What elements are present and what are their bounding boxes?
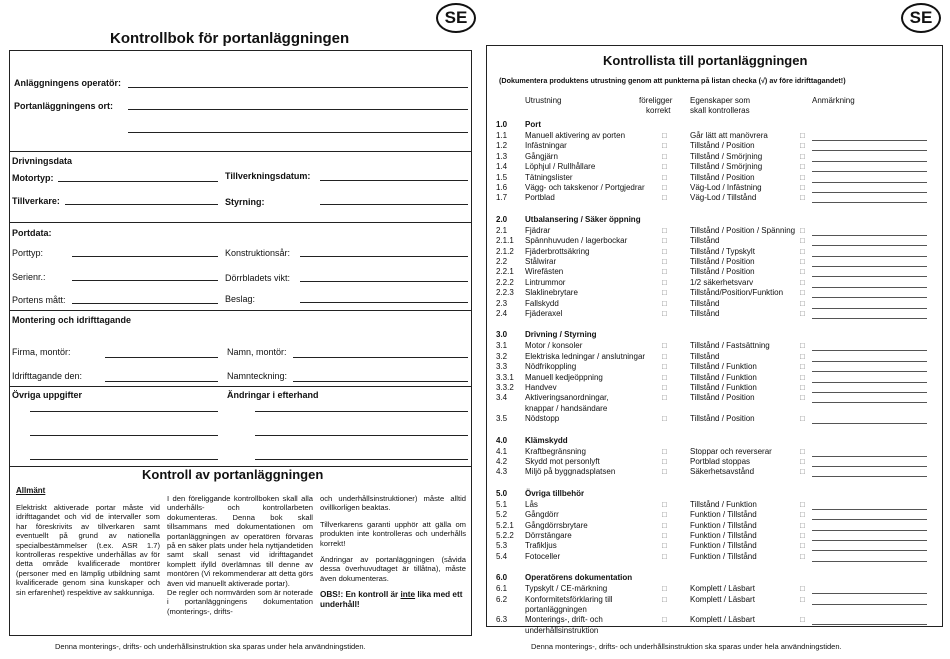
door-weight-label: Dörrbladets vikt: xyxy=(225,273,291,283)
present-checkbox[interactable]: □ xyxy=(662,277,667,287)
item-number: 3.2 xyxy=(496,351,508,361)
present-checkbox[interactable]: □ xyxy=(662,225,667,235)
remark-field[interactable] xyxy=(812,287,927,288)
property-checkbox[interactable]: □ xyxy=(800,551,805,561)
property-checkbox[interactable]: □ xyxy=(800,414,805,424)
drive-heading: Drivningsdata xyxy=(12,156,73,166)
item-number: 1.5 xyxy=(496,172,508,182)
present-checkbox[interactable]: □ xyxy=(662,594,667,604)
item-number: 1.2 xyxy=(496,141,508,151)
section-heading: Klämskydd xyxy=(525,435,568,445)
col-head-props: Egenskaper som xyxy=(690,96,751,105)
present-checkbox[interactable]: □ xyxy=(662,362,667,372)
property-checkbox[interactable]: □ xyxy=(800,298,805,308)
item-label: Monterings-, drift- och xyxy=(525,615,603,625)
item-property: Portblad stoppas xyxy=(690,457,751,466)
item-property: Komplett / Läsbart xyxy=(690,584,755,594)
section-heading: Port xyxy=(525,120,541,129)
divider xyxy=(9,386,472,387)
item-number: 5.3 xyxy=(496,541,508,551)
item-label: Gångdörrsbrytare xyxy=(525,520,588,530)
property-checkbox[interactable]: □ xyxy=(800,499,805,509)
remark-field[interactable] xyxy=(812,476,927,477)
present-checkbox[interactable]: □ xyxy=(662,446,667,456)
changes-field[interactable] xyxy=(255,459,468,460)
present-checkbox[interactable]: □ xyxy=(662,383,667,392)
remark-field[interactable] xyxy=(812,140,927,141)
motortype-field[interactable] xyxy=(58,181,218,182)
other-label: Övriga uppgifter xyxy=(12,390,83,400)
property-checkbox[interactable]: □ xyxy=(800,246,805,256)
item-property: Komplett / Läsbart xyxy=(690,594,755,604)
construction-year-field[interactable] xyxy=(300,256,468,257)
item-property: Väg-Lod / Tillstånd xyxy=(690,193,757,203)
remark-field[interactable] xyxy=(812,202,927,203)
present-checkbox[interactable]: □ xyxy=(662,499,667,509)
section-number: 4.0 xyxy=(496,435,508,445)
item-property: Tillstånd/Position/Funktion xyxy=(690,288,784,298)
item-label: Typskylt / CE-märkning xyxy=(525,584,608,594)
item-label: Motor / konsoler xyxy=(525,341,583,351)
col-head-correct: korrekt xyxy=(646,106,671,115)
remark-field[interactable] xyxy=(812,350,927,351)
item-property: Tillstånd / Position xyxy=(690,141,755,151)
property-checkbox[interactable]: □ xyxy=(800,193,805,203)
property-checkbox[interactable]: □ xyxy=(800,457,805,466)
property-checkbox[interactable]: □ xyxy=(800,520,805,530)
item-number: 5.2.1 xyxy=(496,520,514,530)
item-label: Löphjul / Rullhållare xyxy=(525,162,596,172)
item-number: 2.2.3 xyxy=(496,288,514,298)
divider xyxy=(9,310,472,311)
item-label: Elektriska ledningar / anslutningar xyxy=(525,351,646,361)
item-property: Funktion / Tillstånd xyxy=(690,531,757,540)
remark-field[interactable] xyxy=(812,402,927,403)
item-property: Väg-Lod / Infästning xyxy=(690,183,762,192)
property-checkbox[interactable]: □ xyxy=(800,446,805,456)
present-checkbox[interactable]: □ xyxy=(662,236,667,246)
remark-field[interactable] xyxy=(812,297,927,298)
footer-left: Denna monterings-, drifts- och underhållsinstruktion ska sparas under hela användningstiden. xyxy=(55,642,366,651)
property-checkbox[interactable]: □ xyxy=(800,594,805,604)
item-label: Infästningar xyxy=(525,141,567,151)
remark-field[interactable] xyxy=(812,161,927,162)
port-size-label: Portens mått: xyxy=(12,295,66,305)
item-property: Tillstånd / Position xyxy=(690,257,755,266)
item-number: 2.2.2 xyxy=(496,277,514,287)
remark-field[interactable] xyxy=(812,318,927,319)
present-checkbox[interactable]: □ xyxy=(662,246,667,256)
present-checkbox[interactable]: □ xyxy=(662,257,667,266)
item-label-cont: underhållsinstruktion xyxy=(525,625,599,635)
item-property: Funktion / Tillstånd xyxy=(690,520,757,530)
remark-field[interactable] xyxy=(812,604,927,605)
property-checkbox[interactable]: □ xyxy=(800,383,805,392)
present-checkbox[interactable]: □ xyxy=(662,510,667,520)
place-label: Portanläggningens ort: xyxy=(14,101,113,111)
remark-field[interactable] xyxy=(812,308,927,309)
property-checkbox[interactable]: □ xyxy=(800,467,805,477)
place-field[interactable] xyxy=(128,109,468,110)
item-label: Aktiveringsanordningar, xyxy=(525,393,609,403)
property-checkbox[interactable]: □ xyxy=(800,288,805,298)
item-property: Tillstånd / Fastsättning xyxy=(690,341,770,351)
item-label: Fotoceller xyxy=(525,551,561,561)
other-field[interactable] xyxy=(30,459,218,460)
item-number: 6.1 xyxy=(496,584,508,594)
item-label: Gångdörr xyxy=(525,510,559,520)
present-checkbox[interactable]: □ xyxy=(662,341,667,351)
item-property: Tillstånd xyxy=(690,298,720,308)
remark-field[interactable] xyxy=(812,593,927,594)
checklist-subtitle: (Dokumentera produktens utrustning genom att punkterna på listan checka (√) av före idrifttagandet!) xyxy=(499,76,846,85)
page-title: Kontrollbok för portanläggningen xyxy=(110,30,350,47)
section-heading: Övriga tillbehör xyxy=(525,488,585,498)
item-property: Tillstånd / Position / Spänning xyxy=(690,225,796,235)
remark-field[interactable] xyxy=(812,540,927,541)
section-number: 1.0 xyxy=(496,120,508,129)
changes-field[interactable] xyxy=(255,411,468,412)
remark-field[interactable] xyxy=(812,256,927,257)
remark-field[interactable] xyxy=(812,266,927,267)
item-property: Komplett / Läsbart xyxy=(690,615,755,625)
item-number: 4.1 xyxy=(496,446,508,456)
present-checkbox[interactable]: □ xyxy=(662,615,667,625)
col-head-equipment: Utrustning xyxy=(525,96,562,105)
property-checkbox[interactable]: □ xyxy=(800,615,805,625)
item-property: Tillstånd xyxy=(690,351,720,361)
name-label: Namn, montör: xyxy=(227,347,287,357)
item-number: 6.3 xyxy=(496,615,508,625)
mfg-date-field[interactable] xyxy=(320,180,468,181)
remark-field[interactable] xyxy=(812,382,927,383)
item-label: Nödstopp xyxy=(525,414,560,424)
item-number: 3.3 xyxy=(496,362,508,372)
item-property: Tillstånd / Funktion xyxy=(690,372,757,382)
col-head-remark: Anmärkning xyxy=(812,96,855,105)
item-property: Funktion / Tillstånd xyxy=(690,551,757,561)
item-number: 2.3 xyxy=(496,298,508,308)
country-badge: SE xyxy=(901,3,941,33)
property-checkbox[interactable]: □ xyxy=(800,531,805,540)
item-number: 2.2 xyxy=(496,257,508,266)
general-heading: Allmänt xyxy=(16,486,46,495)
item-number: 2.4 xyxy=(496,309,508,318)
section-number: 6.0 xyxy=(496,573,508,583)
control-label: Styrning: xyxy=(225,197,265,207)
property-checkbox[interactable]: □ xyxy=(800,351,805,361)
remark-field[interactable] xyxy=(812,371,927,372)
section-number: 3.0 xyxy=(496,330,508,340)
general-text-col2: I den föreliggande kontrollboken skall alla underhålls- och kontrollarbeten dokumenteras. Denna bok skall tillsammans med dokumentationen om portanläggningen av operatören förvaras på en säker plats under hela nyttjandetiden samt skall senast vid idrifttagandet komplett ifylld överlämnas till denne av montören (Vi rekommenderar att detta görs även vid manuellt aktiverade portar). De regler och normvärden som är noterade i portanläggningens dokumentation (monterings-, drifts- xyxy=(167,494,313,616)
item-label: Handvev xyxy=(525,383,557,392)
country-badge: SE xyxy=(436,3,476,33)
item-number: 6.2 xyxy=(496,594,508,604)
property-checkbox[interactable]: □ xyxy=(800,309,805,318)
property-checkbox[interactable]: □ xyxy=(800,257,805,266)
present-checkbox[interactable]: □ xyxy=(662,414,667,424)
maker-label: Tillverkare: xyxy=(12,196,60,206)
remark-field[interactable] xyxy=(812,235,927,236)
item-label: Wirefästen xyxy=(525,267,564,277)
serial-label: Serienr.: xyxy=(12,272,46,282)
property-checkbox[interactable]: □ xyxy=(800,172,805,182)
remark-field[interactable] xyxy=(812,361,927,362)
remark-field[interactable] xyxy=(812,245,927,246)
item-label-cont: knappar / handsändare xyxy=(525,403,608,413)
present-checkbox[interactable]: □ xyxy=(662,267,667,277)
item-property: Tillstånd / Position xyxy=(690,267,755,277)
present-checkbox[interactable]: □ xyxy=(662,309,667,318)
item-label: Skydd mot personlyft xyxy=(525,457,600,466)
item-number: 3.5 xyxy=(496,414,508,424)
item-label: Kraftbegränsning xyxy=(525,446,586,456)
remark-field[interactable] xyxy=(812,192,927,193)
present-checkbox[interactable]: □ xyxy=(662,393,667,403)
notice: OBS!: En kontroll är inte lika med ett underhåll! xyxy=(320,590,463,609)
item-property: Tillstånd / Position xyxy=(690,172,755,182)
remark-field[interactable] xyxy=(812,519,927,520)
item-property: Tillstånd / Smörjning xyxy=(690,151,763,161)
remark-field[interactable] xyxy=(812,392,927,393)
mount-heading: Montering och idrifttagande xyxy=(12,315,131,325)
property-checkbox[interactable]: □ xyxy=(800,341,805,351)
present-checkbox[interactable]: □ xyxy=(662,172,667,182)
item-number: 2.1 xyxy=(496,225,508,235)
item-number: 1.6 xyxy=(496,183,508,192)
item-number: 5.1 xyxy=(496,499,508,509)
col-head-props-2: skall kontrolleras xyxy=(690,106,750,115)
item-label-cont: portanläggningen xyxy=(525,605,587,614)
changes-label: Ändringar i efterhand xyxy=(227,390,319,400)
remark-field[interactable] xyxy=(812,624,927,625)
present-checkbox[interactable]: □ xyxy=(662,162,667,172)
item-label: Gångjärn xyxy=(525,151,558,161)
property-checkbox[interactable]: □ xyxy=(800,584,805,594)
item-label: Tätningslister xyxy=(525,172,573,182)
commission-label: Idrifttagande den: xyxy=(12,371,83,381)
control-field[interactable] xyxy=(320,204,468,205)
property-checkbox[interactable]: □ xyxy=(800,236,805,246)
remark-field[interactable] xyxy=(812,171,927,172)
remark-field[interactable] xyxy=(812,509,927,510)
item-label: Vägg- och takskenor / Portgjedrar xyxy=(525,183,645,192)
item-number: 4.2 xyxy=(496,457,508,466)
property-checkbox[interactable]: □ xyxy=(800,362,805,372)
changes-field[interactable] xyxy=(255,435,468,436)
item-number: 5.4 xyxy=(496,551,508,561)
item-label: Slaklinebrytare xyxy=(525,288,578,298)
item-property: Tillstånd / Position xyxy=(690,414,755,424)
section-number: 5.0 xyxy=(496,488,508,498)
present-checkbox[interactable]: □ xyxy=(662,193,667,203)
construction-year-label: Konstruktionsår: xyxy=(225,248,291,258)
fittings-label: Beslag: xyxy=(225,294,256,304)
remark-field[interactable] xyxy=(812,530,927,531)
item-label: Manuell aktivering av porten xyxy=(525,131,626,140)
item-label: Fjäderbrottsäkring xyxy=(525,246,590,256)
section-heading: Drivning / Styrning xyxy=(525,330,597,340)
present-checkbox[interactable]: □ xyxy=(662,141,667,151)
remark-field[interactable] xyxy=(812,150,927,151)
other-field[interactable] xyxy=(30,435,218,436)
item-label: Miljö på byggnadsplatsen xyxy=(525,467,616,477)
operator-field[interactable] xyxy=(128,87,468,88)
item-label: Fjäderaxel xyxy=(525,309,563,318)
item-label: Nödfrikoppling xyxy=(525,362,577,372)
item-property: Går lätt att manövrera xyxy=(690,131,768,140)
item-property: Tillstånd / Funktion xyxy=(690,383,757,392)
property-checkbox[interactable]: □ xyxy=(800,151,805,161)
present-checkbox[interactable]: □ xyxy=(662,372,667,382)
maker-field[interactable] xyxy=(65,204,218,205)
item-label: Lås xyxy=(525,499,538,509)
general-text-col1: Elektriskt aktiverade portar måste vid idrifttagandet och vid de intervaller som har föreskrivits av tillverkaren samt eventuellt på grund av nationella specialbestämmelser (t.ex. ASR 1.7) kontrolleras respektive underhållas av för detta område kvalificerade montörer (personer med en lämplig utbildning samt kvalificerade genom sina kunskaper och sin erfarenhet) respektive av sakkunniga. xyxy=(16,503,160,597)
item-property: Tillstånd / Smörjning xyxy=(690,162,763,172)
remark-field[interactable] xyxy=(812,423,927,424)
item-property: Tillstånd / Typskylt xyxy=(690,246,755,256)
property-checkbox[interactable]: □ xyxy=(800,162,805,172)
mfg-date-label: Tillverkningsdatum: xyxy=(225,171,311,181)
col-head-present: föreligger xyxy=(639,96,673,105)
name-field[interactable] xyxy=(293,357,468,358)
section-heading: Utbalansering / Säker öppning xyxy=(525,214,641,224)
item-number: 1.3 xyxy=(496,151,508,161)
item-number: 5.2.2 xyxy=(496,531,514,540)
present-checkbox[interactable]: □ xyxy=(662,288,667,298)
section-heading: Operatörens dokumentation xyxy=(525,573,633,583)
port-size-field[interactable] xyxy=(72,303,218,304)
divider xyxy=(9,151,472,152)
item-label: Fallskydd xyxy=(525,298,559,308)
item-number: 2.1.1 xyxy=(496,236,514,246)
item-property: Funktion / Tillstånd xyxy=(690,510,757,520)
present-checkbox[interactable]: □ xyxy=(662,551,667,561)
item-property: Tillstånd xyxy=(690,236,720,246)
remark-field[interactable] xyxy=(812,456,927,457)
present-checkbox[interactable]: □ xyxy=(662,520,667,530)
item-number: 2.2.1 xyxy=(496,267,514,277)
remark-field[interactable] xyxy=(812,182,927,183)
item-number: 1.1 xyxy=(496,131,508,140)
property-checkbox[interactable]: □ xyxy=(800,225,805,235)
present-checkbox[interactable]: □ xyxy=(662,183,667,192)
footer-right: Denna monterings-, drifts- och underhållsinstruktion ska sparas under hela användningstiden. xyxy=(531,642,842,651)
present-checkbox[interactable]: □ xyxy=(662,351,667,361)
serial-field[interactable] xyxy=(72,280,218,281)
door-weight-field[interactable] xyxy=(300,281,468,282)
operator-label: Anläggningens operatör: xyxy=(14,78,122,88)
place-field-2[interactable] xyxy=(128,132,468,133)
signature-field[interactable] xyxy=(293,381,468,382)
item-number: 1.4 xyxy=(496,162,508,172)
property-checkbox[interactable]: □ xyxy=(800,183,805,192)
port-heading: Portdata: xyxy=(12,228,52,238)
company-field[interactable] xyxy=(105,357,218,358)
other-field[interactable] xyxy=(30,411,218,412)
remark-field[interactable] xyxy=(812,276,927,277)
present-checkbox[interactable]: □ xyxy=(662,541,667,551)
present-checkbox[interactable]: □ xyxy=(662,298,667,308)
item-property: Stoppar och reverserar xyxy=(690,446,772,456)
property-checkbox[interactable]: □ xyxy=(800,510,805,520)
item-property: Tillstånd xyxy=(690,309,720,318)
fittings-field[interactable] xyxy=(300,302,468,303)
property-checkbox[interactable]: □ xyxy=(800,393,805,403)
general-text-col3: och underhållsinstruktioner) måste alltid ovillkorligen beaktas. Tillverkarens garanti upphör att gälla om produkten inte kontrolleras och underhålls korrekt! Ändringar av portanläggningen (såvida dessa överhuvudtaget är tillåtna), måste även dokumenteras. OBS!: En kontroll är inte lika med ett underhåll! xyxy=(320,494,466,609)
item-number: 5.2 xyxy=(496,510,508,520)
property-checkbox[interactable]: □ xyxy=(800,267,805,277)
present-checkbox[interactable]: □ xyxy=(662,467,667,477)
property-checkbox[interactable]: □ xyxy=(800,372,805,382)
item-number: 4.3 xyxy=(496,467,508,477)
remark-field[interactable] xyxy=(812,561,927,562)
item-property: Tillstånd / Funktion xyxy=(690,362,757,372)
item-property: Säkerhetsavstånd xyxy=(690,467,755,477)
property-checkbox[interactable]: □ xyxy=(800,141,805,151)
section-title: Kontroll av portanläggningen xyxy=(142,467,324,482)
item-property: Tillstånd / Funktion xyxy=(690,499,757,509)
item-number: 2.1.2 xyxy=(496,246,514,256)
item-label: Dörrstängare xyxy=(525,531,572,540)
item-number: 3.4 xyxy=(496,393,508,403)
item-property: Tillstånd / Position xyxy=(690,393,755,403)
item-label: Lintrummor xyxy=(525,277,566,287)
present-checkbox[interactable]: □ xyxy=(662,131,667,140)
property-checkbox[interactable]: □ xyxy=(800,277,805,287)
item-number: 3.3.2 xyxy=(496,383,514,392)
item-number: 1.7 xyxy=(496,193,508,203)
item-property: 1/2 säkerhetsvarv xyxy=(690,277,754,287)
item-label: Portblad xyxy=(525,193,555,203)
item-label: Stålwirar xyxy=(525,257,557,266)
item-label: Spännhuvuden / lagerbockar xyxy=(525,236,628,246)
divider xyxy=(9,222,472,223)
present-checkbox[interactable]: □ xyxy=(662,584,667,594)
commission-field[interactable] xyxy=(105,381,218,382)
motortype-label: Motortyp: xyxy=(12,173,54,183)
remark-field[interactable] xyxy=(812,550,927,551)
porttype-field[interactable] xyxy=(72,256,218,257)
present-checkbox[interactable]: □ xyxy=(662,531,667,540)
porttype-label: Porttyp: xyxy=(12,248,44,258)
item-property: Funktion / Tillstånd xyxy=(690,541,757,551)
property-checkbox[interactable]: □ xyxy=(800,541,805,551)
signature-label: Namnteckning: xyxy=(227,371,288,381)
present-checkbox[interactable]: □ xyxy=(662,151,667,161)
checklist-title: Kontrollista till portanläggningen xyxy=(603,53,808,68)
item-number: 3.1 xyxy=(496,341,508,351)
item-number: 3.3.1 xyxy=(496,372,514,382)
section-number: 2.0 xyxy=(496,214,508,224)
company-label: Firma, montör: xyxy=(12,347,71,357)
item-label: Fjädrar xyxy=(525,225,551,235)
item-label: Trafikljus xyxy=(525,541,557,551)
item-label: Manuell kedjeöppning xyxy=(525,372,603,382)
present-checkbox[interactable]: □ xyxy=(662,457,667,466)
item-label: Konformitetsförklaring till xyxy=(525,594,613,604)
property-checkbox[interactable]: □ xyxy=(800,131,805,140)
remark-field[interactable] xyxy=(812,466,927,467)
